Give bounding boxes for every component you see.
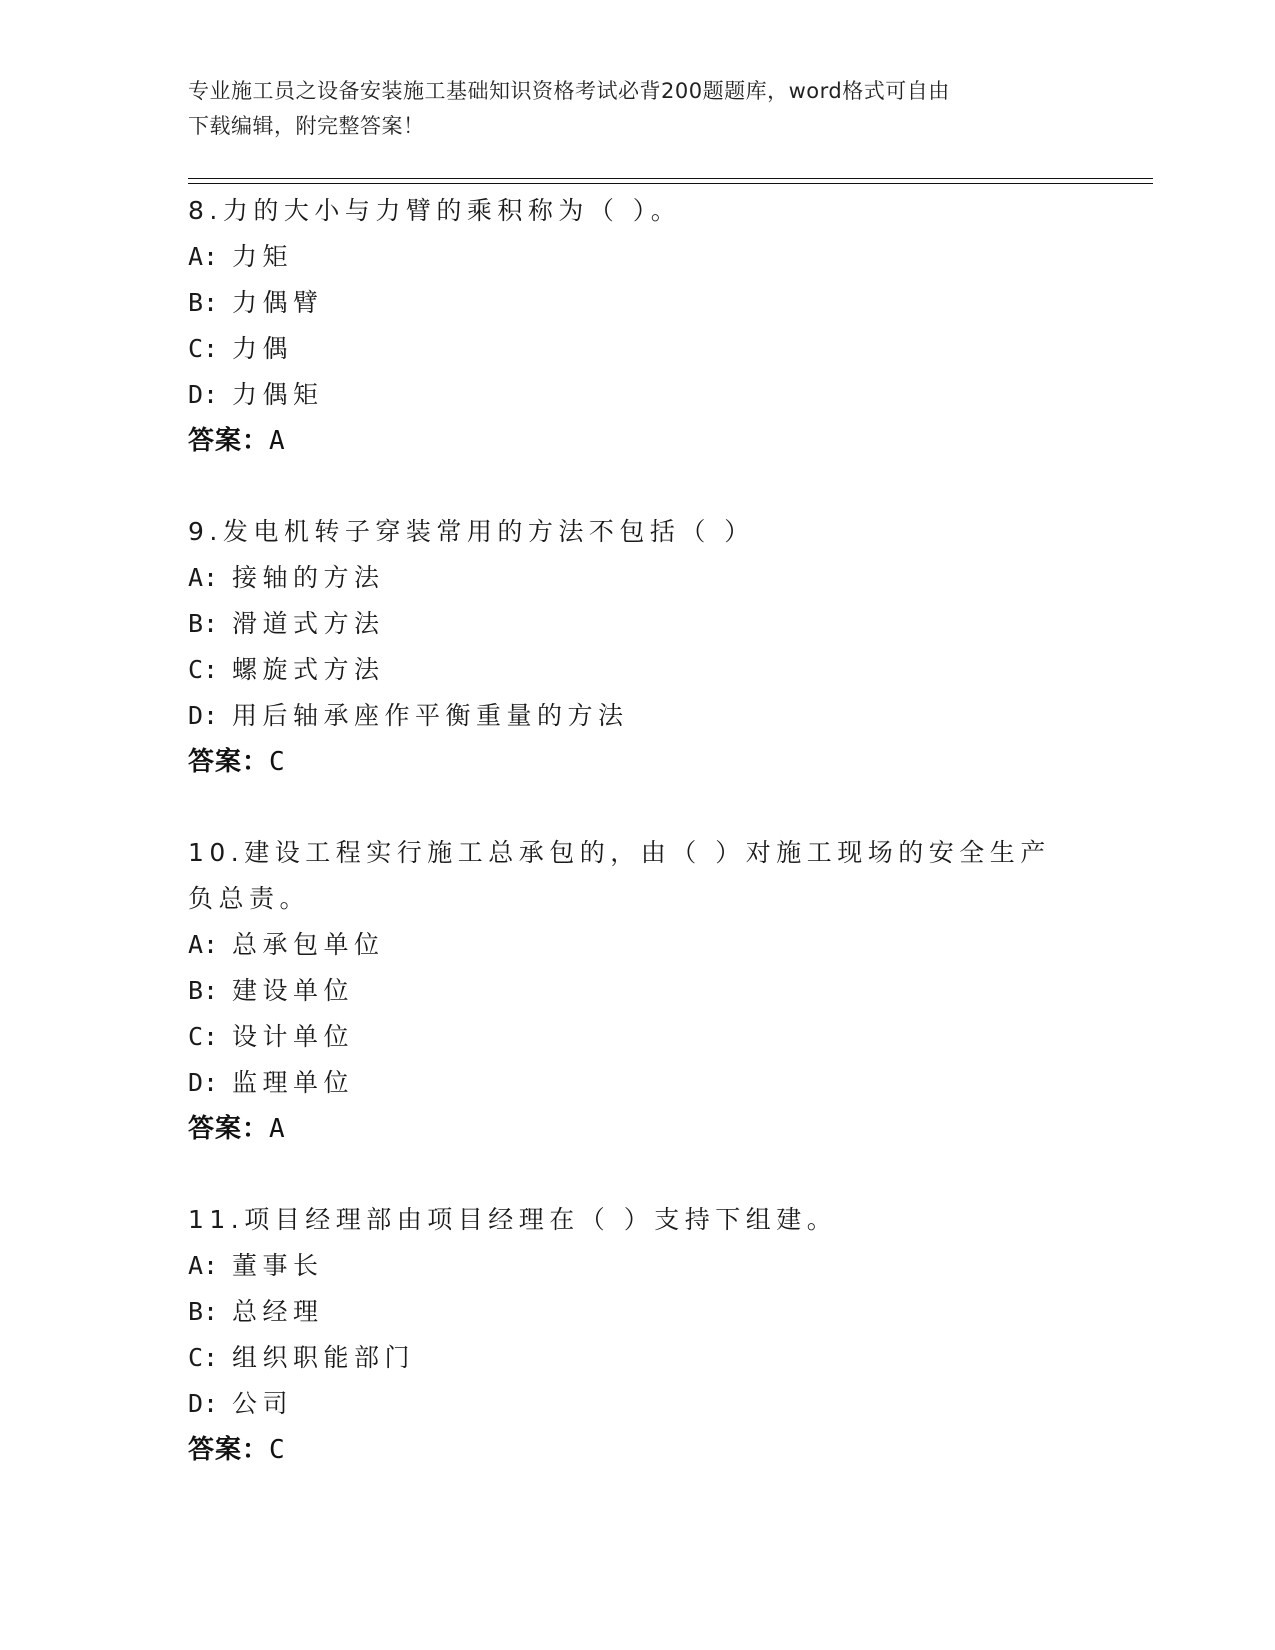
option-b — [188, 968, 1078, 1014]
option-text: 力偶 — [232, 334, 294, 363]
option-d — [188, 693, 1078, 739]
option-a — [188, 555, 1078, 601]
question-spacer — [188, 1152, 1078, 1197]
option-letter: B: — [188, 609, 219, 638]
answer-value: A — [269, 1114, 286, 1144]
option-b — [188, 280, 1078, 326]
option-text: 公司 — [232, 1389, 294, 1418]
option-text: 设计单位 — [232, 1022, 355, 1051]
answer-label: 答案： — [188, 747, 270, 777]
option-c — [188, 647, 1078, 693]
option-a — [188, 234, 1078, 280]
option-text: 董事长 — [232, 1251, 324, 1280]
answer-label: 答案： — [188, 1114, 270, 1144]
option-text: 接轴的方法 — [232, 563, 385, 592]
option-c — [188, 326, 1078, 372]
question-stem: 10.建设工程实行施工总承包的，由（ ）对施工现场的安全生产负总责。 — [188, 838, 1051, 913]
option-text: 滑道式方法 — [232, 609, 385, 638]
answer-line — [188, 1427, 1078, 1473]
option-letter: D: — [188, 1068, 219, 1097]
option-letter: B: — [188, 1297, 219, 1326]
option-letter: D: — [188, 701, 219, 730]
answer-label: 答案： — [188, 1435, 270, 1465]
option-letter: A: — [188, 242, 219, 271]
answer-line — [188, 739, 1078, 785]
option-letter: A: — [188, 563, 219, 592]
option-c — [188, 1335, 1078, 1381]
header-line-1: 专业施工员之设备安装施工基础知识资格考试必背200题题库，word格式可自由 — [188, 79, 950, 103]
option-c — [188, 1014, 1078, 1060]
option-text: 螺旋式方法 — [232, 655, 385, 684]
question-list — [188, 188, 1078, 1473]
option-letter: C: — [188, 334, 219, 363]
question-item — [188, 1197, 1078, 1473]
option-letter: C: — [188, 1022, 219, 1051]
question-stem: 9.发电机转子穿装常用的方法不包括（ ） — [188, 517, 755, 546]
option-letter: C: — [188, 1343, 219, 1372]
option-text: 力偶矩 — [232, 380, 324, 409]
option-text: 建设单位 — [232, 976, 355, 1005]
option-d — [188, 1381, 1078, 1427]
question-spacer — [188, 785, 1078, 830]
question-item — [188, 188, 1078, 464]
option-text: 力矩 — [232, 242, 294, 271]
option-d — [188, 1060, 1078, 1106]
option-text: 力偶臂 — [232, 288, 324, 317]
answer-value: C — [269, 1435, 286, 1465]
option-text: 组织职能部门 — [232, 1343, 416, 1372]
option-letter: C: — [188, 655, 219, 684]
option-letter: B: — [188, 976, 219, 1005]
option-letter: D: — [188, 380, 219, 409]
option-b — [188, 601, 1078, 647]
option-letter: D: — [188, 1389, 219, 1418]
question-spacer — [188, 464, 1078, 509]
header-divider-top — [188, 178, 1153, 179]
answer-value: A — [269, 426, 286, 456]
option-b — [188, 1289, 1078, 1335]
option-text: 用后轴承座作平衡重量的方法 — [232, 701, 629, 730]
question-item — [188, 509, 1078, 785]
option-d — [188, 372, 1078, 418]
document-header — [188, 74, 1068, 144]
option-text: 总经理 — [232, 1297, 324, 1326]
header-divider-bottom — [188, 183, 1153, 184]
header-line-2: 下载编辑，附完整答案！ — [188, 114, 425, 138]
option-a — [188, 1243, 1078, 1289]
question-stem: 8.力的大小与力臂的乘积称为（ ）。 — [188, 196, 682, 225]
option-text: 监理单位 — [232, 1068, 355, 1097]
answer-value: C — [269, 747, 286, 777]
question-item — [188, 830, 1078, 1152]
option-letter: B: — [188, 288, 219, 317]
option-a — [188, 922, 1078, 968]
question-stem: 11.项目经理部由项目经理在（ ）支持下组建。 — [188, 1205, 838, 1234]
option-letter: A: — [188, 930, 219, 959]
answer-line — [188, 1106, 1078, 1152]
answer-line — [188, 418, 1078, 464]
answer-label: 答案： — [188, 426, 270, 456]
option-text: 总承包单位 — [232, 930, 385, 959]
option-letter: A: — [188, 1251, 219, 1280]
